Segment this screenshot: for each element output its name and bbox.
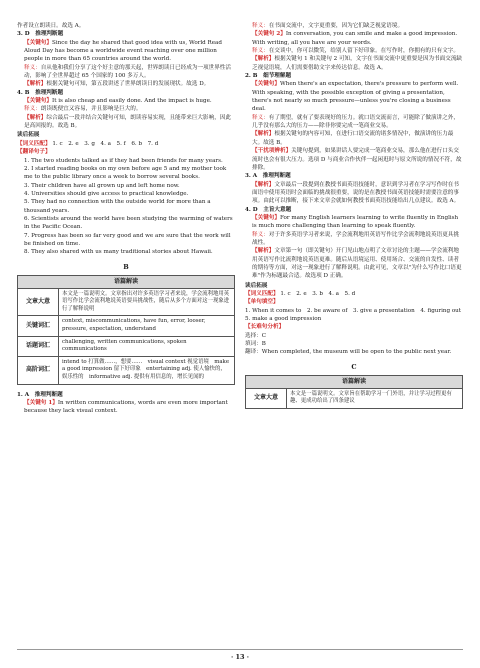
right-answer-line: 【解析】根据关键句的内容可知，在进行口语交流的诸多情况中，做演讲的压力最大。故选 B。 [252, 131, 454, 146]
right-answer-line: 3. A 推理判断题 [245, 173, 291, 180]
left-answer-lines [17, 22, 235, 130]
left-answer-line: 【关键句】Since the day he shared that good idea with us, World Read Aloud Day has become a worldwide event reaching over one million people in more than 65 countries around the world. [24, 39, 222, 63]
right-answer-line: 释义：对于许多英语学习者来说，学会流利地用英语写作比学会流利地说英语更具挑战性。 [252, 231, 459, 246]
translation-label: 【翻译句子】 [17, 149, 51, 156]
section-c-table-row [246, 388, 463, 408]
section-b-answer-line: 【关键句 1】In written communications, words are even more important because they lack visual context. [24, 399, 228, 415]
bracket-tag: 【解析】 [24, 81, 47, 88]
bracket-tag: 【解析】 [252, 248, 275, 255]
translation-sentence: 4. Universities should give access to practical knowledge. [24, 190, 189, 197]
right-answer-lines [245, 22, 463, 281]
translation-sentence: 5. They had no connection with the outside world for more than a thousand years. [24, 199, 211, 214]
left-answer-line: 【解析】根据关键句可知，第五段讲述了世界朗读日的发展现状。故选 D。 [24, 81, 210, 88]
section-c-title: C [351, 362, 357, 371]
translation-sentence: 3. Their children have all grown up and left home now. [24, 182, 180, 189]
right-answer-line: 【干扰项辨析】关键句提到，如果讲话人要完成一笔商业交易，那么他在进行口头交流时也会有很大压力。选项 D 与商业合作伙伴一起闲逛时与原文所说的情况不符，故排除。 [252, 148, 462, 171]
page-number: · 13 · [230, 653, 250, 661]
left-answer-line: 作者设立朗读日。故选 A。 [17, 23, 85, 29]
section-c-table-row-text: 本文是一篇说明文。文章旨在帮助学习一门外语，并让学习过程更有趣、更成功给出了四条建议 [287, 388, 463, 408]
left-answer-line: 3. D 推理判断题 [17, 31, 64, 38]
right-word-match [245, 290, 463, 298]
right-answer-line: 【解析】文章最后一段提到在教授书面英语技能时，意识到学习者在学习写作时在书面语中使用英语时会面临的挑战很重要，说的是在教授书面英语技能时需要注意的事项。由此可以推断，接下来文章会就如何教授书面英语技能给出几点建议。故选 A。 [252, 181, 460, 205]
right-answer-line: 4. D 主旨大意题 [245, 206, 292, 213]
section-b-table-row-label: 文章大意 [18, 288, 59, 316]
section-b-table-row-label: 高阶词汇 [18, 356, 59, 384]
bracket-tag: 【干扰项辨析】 [252, 148, 292, 155]
long-sentence-answers [245, 332, 463, 357]
section-b-table-row-label: 话题词汇 [18, 336, 59, 356]
section-b-table [17, 275, 235, 385]
right-answer-line: 【解析】文章第一句（即关键句）开门见山地点明了文章讨论的主题——学会流利地用英语写作比流利地说英语更难。随后从语境运用、使用场合、交流的自发性、读者的期待等方面，对这一现象进行了解释说明。由此可见，文章以"为什么写作比口语更难"作为标题最合适。故选项 D 正确。 [252, 248, 462, 280]
right-answer-line: 2. B 细节理解题 [245, 73, 292, 80]
long-sentence-line: 翻译：When completed, the museum will be open to the public next year. [245, 349, 452, 356]
section-c-table-title: 语篇解读 [246, 376, 463, 389]
bracket-tag: 【解析】 [252, 131, 275, 138]
section-b-answer-line: 1. A 推理判断题 [17, 391, 63, 398]
right-word-match-label: 【词义匹配】 [245, 291, 279, 297]
right-answer-line: 【关键句】When there's an expectation, there's pressure to perform well. With speaking, with the possible exception of giving a presentation, there's not nearly so much pressure—unless you're closing a business deal. [252, 81, 459, 113]
section-b-table-title: 语篇解读 [18, 275, 235, 288]
section-b-table-row-label: 关键词汇 [18, 316, 59, 336]
gloss-tag: 释义： [24, 64, 41, 71]
bracket-tag: 【解析】 [252, 181, 275, 188]
left-answer-line: 【解析】综合最后一段并结合关键句可知，朗读容易实现，且能带来巨大影响，因此是高回报的。故选 B。 [24, 114, 231, 130]
bracket-tag: 【关键句】 [252, 214, 280, 221]
bracket-tag: 【关键句】 [252, 81, 280, 88]
gloss-tag: 释义： [24, 106, 41, 113]
translation-sentence: 6. Scientists around the world have been studying the warming of waters in the Pacific Ocean. [24, 215, 233, 231]
translation-sentence: 8. They also shared with us many traditional stories about Hawaii. [24, 249, 213, 256]
gloss-tag: 释义： [252, 23, 269, 29]
left-word-match [17, 140, 235, 148]
right-answer-line: 【关键句】For many English learners learning to write fluently in English is much more challenging than learning to speak fluently. [252, 214, 459, 230]
gloss-tag: 释义： [252, 114, 269, 121]
right-answer-line: 【解析】根据关键句 1 和关键句 2 可知，文字在书面交流中更重要是因为书面交流缺乏视觉语境，人们需要借助文字来传达信息。故选 A。 [252, 56, 463, 71]
bracket-tag: 【关键句 2】 [252, 31, 286, 38]
left-answer-line: 4. B 推理判断题 [17, 89, 64, 96]
bracket-tag: 【关键句 1】 [24, 399, 58, 406]
right-word-match-answers: 1. c 2. e 3. b 4. a 5. d [280, 291, 356, 297]
section-b-table-row [18, 288, 235, 316]
word-match-label: 【词义匹配】 [17, 140, 51, 147]
footer-rule [17, 649, 463, 650]
section-c-table-row-label: 文章大意 [246, 388, 287, 408]
fill-label: 【单句填空】 [245, 299, 279, 306]
right-answer-line: 释义：有了期望，就有了要表现好的压力。就口语交流而言，可能除了做演讲之外，几乎没有那么大的压力——除非你要完成一笔商业交易。 [252, 114, 459, 130]
left-answer-line: 【关键句】It is also cheap and easily done. And the impact is huge. [24, 98, 212, 105]
section-c-table [245, 375, 463, 409]
gloss-tag: 释义： [252, 48, 269, 55]
section-b-title: B [123, 262, 129, 271]
section-b-table-row [18, 316, 235, 336]
bracket-tag: 【解析】 [24, 114, 47, 121]
right-answer-line: 释义：在交谈中，你可以微笑，给别人留下好印象。在写作时，你拥有的只有文字。 [252, 48, 459, 55]
right-answer-line: 【关键句 2】In conversation, you can smile and make a good impression. With writing, all you have are your words. [252, 31, 458, 46]
section-b-table-row-text: 本文是一篇说明文。文章指出对许多英语学习者来说，学会流利地用英语写作比学会流利地说英语要具挑战性，随后从多个方面对这一现象进行了解释说明 [59, 288, 235, 316]
translation-sentence: 1. The two students talked as if they had been friends for many years. [24, 157, 223, 164]
section-b-table-row-text: challenging, written communications, spoken communications [59, 336, 235, 356]
translation-sentences [17, 157, 235, 257]
section-b-table-row [18, 336, 235, 356]
left-answer-line: 释义：自从他和我们分享了这个好主意的那天起，世界朗读日已经成为一项世界性活动，影响了全世界超过 65 个国家的 100 多万人。 [24, 64, 231, 80]
section-b-table-row-text: context, miscommunications, have fun, error, looser, pressure, expectation, understand [59, 316, 235, 336]
bracket-tag: 【关键句】 [24, 39, 52, 46]
bracket-tag: 【关键句】 [24, 98, 52, 105]
left-answer-line: 释义：朗读既便宜又容易，并且影响是巨大的。 [24, 106, 142, 113]
translation-sentence: 7. Progress has been so far very good and we are sure that the work will be finished on time. [24, 232, 231, 247]
bracket-tag: 【解析】 [252, 56, 275, 63]
word-match-answers: 1. c 2. e 3. g 4. a 5. f 6. b 7. d [52, 140, 159, 147]
right-column [245, 22, 467, 409]
long-sentence-line: 填词：B [245, 341, 266, 348]
left-extension-title: 读后拓展 [17, 132, 40, 139]
section-b-answers [17, 391, 235, 416]
long-sentence-label: 【长难句分析】 [245, 324, 285, 331]
gloss-tag: 释义： [252, 231, 269, 238]
long-sentence-line: 选择：C [245, 332, 267, 339]
section-b-table-row [18, 356, 235, 384]
section-b-table-row-text: intend to 打算做……，想要…… visual context 视觉语境 make a good impression 留下好印象 entertaining adj. 使人愉快的，娱乐性的 informative adj. 提供有用信息的，增长见闻的 [59, 356, 235, 384]
translation-sentence: 2. I started reading books on my own before age 5 and my mother took me to the public library once a week to borrow several books. [24, 165, 227, 181]
fill-answers: 1. When it comes to 2. be aware of 3. give a presentation 4. figuring out 5. make a good impression [245, 307, 467, 323]
left-column [17, 22, 235, 416]
right-extension-title: 读后拓展 [245, 282, 268, 289]
right-answer-line: 释义：在书面交流中，文字更重要，因为它们缺乏视觉语境。 [252, 23, 404, 29]
